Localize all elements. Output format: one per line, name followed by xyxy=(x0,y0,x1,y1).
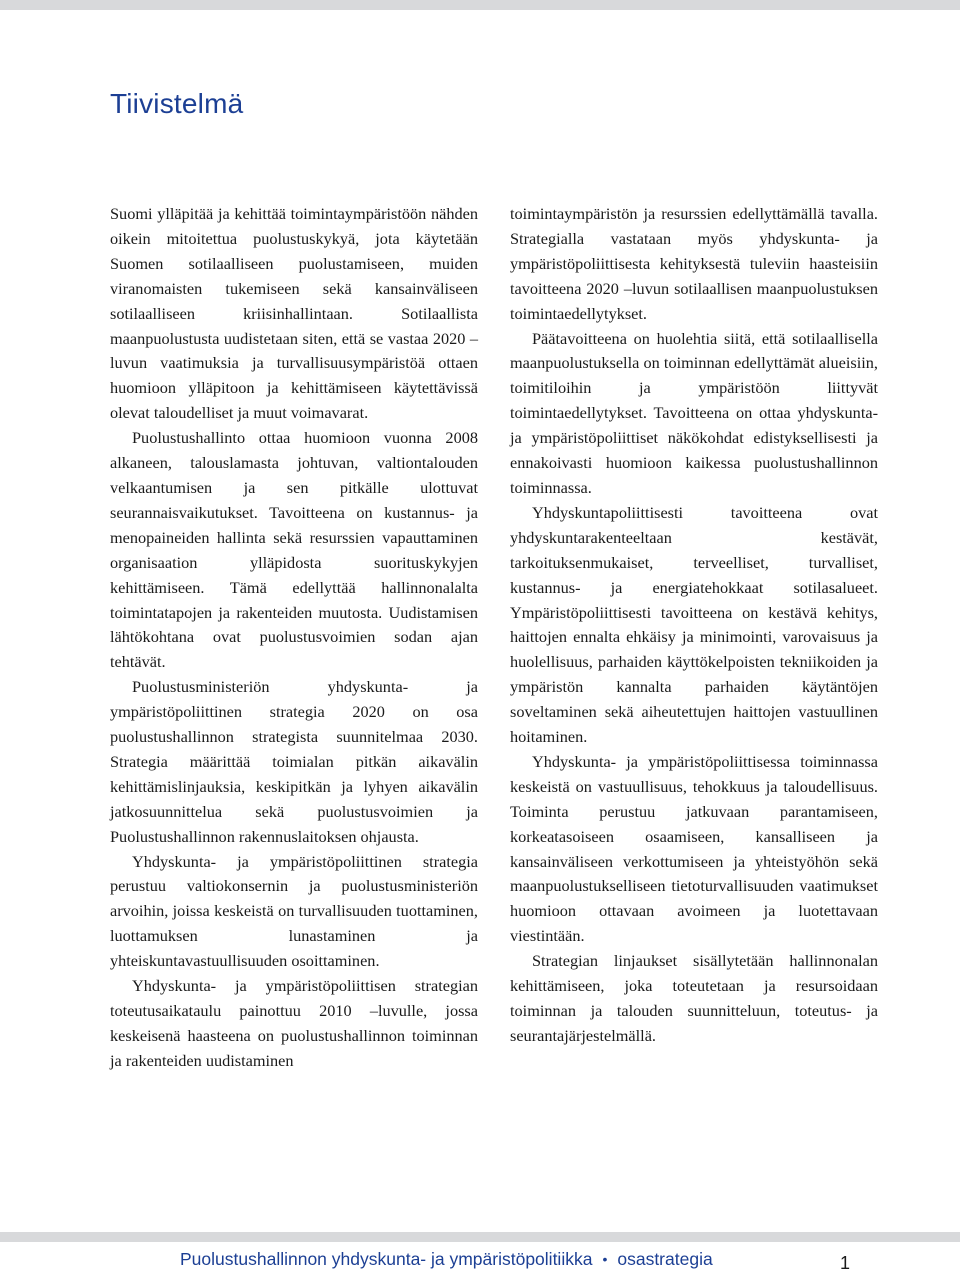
paragraph: Suomi ylläpitää ja kehittää toimintaympäristöön nähden oikein mitoitettua puolustuskykyä, jota käytetään Suomen sotilaalliseen puolustamiseen, muiden viranomaisten tukemiseen sekä kansainväliseen sotilaalliseen kriisinhallintaan. Sotilaallista maanpuolustusta uudistetaan siten, että se vastaa 2020 –luvun vaatimuksia ja turvallisuusympäristöä ottaen huomioon ylläpitoon ja kehittämiseen käytettävissä olevat taloudelliset ja muut voimavarat. xyxy=(110,204,478,423)
top-bar xyxy=(0,0,960,10)
paragraph: Puolustushallinto ottaa huomioon vuonna 2008 alkaneen, talouslamasta johtuvan, valtiontalouden velkaantumisen ja sen pitkälle ulottuvat seurannaisvaikutukset. Tavoitteena on kustannus- ja menopaineiden hallinta sekä resurssien vapauttaminen organisaation ylläpidosta suorituskykyjen kehittämiseen. Tämä edellyttää hallinnonalalta toimintatapojen ja rakenteiden muutosta. Uudistamisen lähtökohtana ovat puolustusvoimien sodan ajan tehtävät. xyxy=(110,428,478,672)
page-title: Tiivistelmä xyxy=(110,88,244,119)
footer-publication: Puolustushallinnon yhdyskunta- ja ympäristöpolitiikka xyxy=(180,1249,593,1269)
paragraph: Puolustusministeriön yhdyskunta- ja ympäristöpoliittinen strategia 2020 on osa puolustushallinnon strategista suunnitelmaa 2030. Strategia määrittää toimialan pitkän aikavälin kehittämislinjauksia, keskipitkän ja lyhyen aikavälin jatkosuunnittelua sekä puolustusvoimien ja Puolustushallinnon rakennuslaitoksen ohjausta. xyxy=(110,677,478,846)
paragraph: Yhdyskunta- ja ympäristöpoliittisen strategian toteutusaikataulu painottuu 2010 –luvulle, jossa keskeisenä haasteena on puolustushallinnon toiminnan ja rakenteiden uudistaminen xyxy=(110,976,478,1070)
page-number: 1 xyxy=(840,1253,851,1273)
paragraph: Päätavoitteena on huolehtia siitä, että sotilaallisella maanpuolustuksella on toiminnan edellyttämät alueisiin, toimitiloihin ja ympäristöön liittyvät toimintaedellytykset. Tavoitteena on ottaa yhdyskunta- ja ympäristöpoliittiset näkökohdat edistyksellisesti ja ennakoivasti huomioon kaikessa puolustushallinnon toiminnassa. xyxy=(510,328,878,497)
footer-section: osastrategia xyxy=(617,1249,713,1269)
left-column xyxy=(110,202,478,1074)
paragraph: Strategian linjaukset sisällytetään hallinnonalan kehittämiseen, joka toteutetaan ja resursoidaan toiminnan ja talouden suunnitteluun, toteutus- ja seurantajärjestelmällä. xyxy=(510,951,878,1045)
paragraph: Yhdyskunta- ja ympäristöpoliittinen strategia perustuu valtiokonsernin ja puolustusministeriön arvoihin, joissa keskeistä on turvallisuuden tuottaminen, luottamuksen lunastaminen ja yhteiskuntavastuullisuuden osoittaminen. xyxy=(110,851,478,971)
paragraph: Yhdyskuntapoliittisesti tavoitteena ovat yhdyskuntarakenteeltaan kestävät, tarkoituksenmukaiset, terveelliset, turvalliset, kustannus- ja energiatehokkaat sotilasalueet. Ympäristöpoliittisesti tavoitteena on kestävä kehitys, haittojen ennalta ehkäisy ja minimointi, varovaisuus ja huolellisuus, parhaiden käyttökelpoisten tekniikoiden ja ympäristön kannalta parhaiden käytäntöjen soveltaminen sekä aiheutettujen haittojen vastuullinen hoitaminen. xyxy=(510,502,878,747)
paragraph: Yhdyskunta- ja ympäristöpoliittisessa toiminnassa keskeistä on vastuullisuus, tehokkuus ja taloudellisuus. Toiminta perustuu jatkuvaan parantamiseen, korkeatasoiseen osaamiseen, kansalliseen ja kansainväliseen verkottumiseen ja yhteistyöhön sekä maanpuolustukselliseen tietoturvallisuuden vaatimukset huomioon ottavaan avoimeen ja luotettavaan viestintään. xyxy=(510,751,878,946)
footer-bar xyxy=(0,1232,960,1242)
bullet-separator-icon: • xyxy=(602,1251,608,1267)
paragraph: toimintaympäristön ja resurssien edellyttämällä tavalla. Strategialla vastataan myös yhdyskunta- ja ympäristöpoliittisesta kehityksestä tuleviin haasteisiin tavoitteena 2020 –luvun sotilaallisen maanpuolustuksen toimintaedellytykset. xyxy=(510,204,878,323)
right-column xyxy=(510,202,878,1049)
footer-running-title xyxy=(180,1249,713,1270)
